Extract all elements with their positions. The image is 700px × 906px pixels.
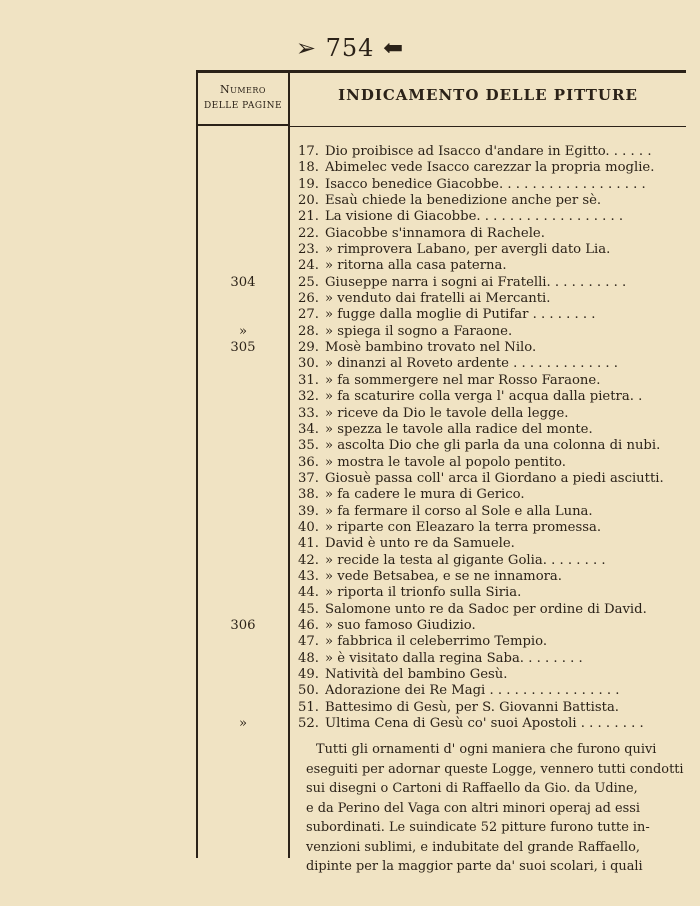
list-item <box>0 275 700 291</box>
entry-text: Mosè bambino trovato nel Nilo. <box>325 340 537 356</box>
entry-text: » riporta il trionfo sulla Siria. <box>325 585 522 601</box>
list-item <box>0 307 700 323</box>
list-item <box>0 667 700 683</box>
list-item <box>0 144 700 160</box>
entry-number: 35. <box>298 438 319 454</box>
list-item <box>0 438 700 454</box>
entry-text: » fa cadere le mura di Gerico. <box>325 487 525 503</box>
list-item <box>0 520 700 536</box>
list-item <box>0 487 700 503</box>
list-item <box>0 324 700 340</box>
list-item <box>0 389 700 405</box>
entry-number: 44. <box>298 585 319 601</box>
entry-text: Giacobbe s'innamora di Rachele. <box>325 225 545 241</box>
paragraph-line: venzioni sublimi, e indubitate del grande Raffaello, <box>306 839 640 855</box>
list-item <box>0 160 700 176</box>
entry-number: 41. <box>298 536 319 552</box>
entry-page-number: 305 <box>230 340 256 356</box>
list-item <box>0 553 700 569</box>
entry-text: Ultima Cena di Gesù co' suoi Apostoli . . . . . . . . <box>325 716 644 732</box>
entry-text: » rimprovera Labano, per avergli dato Lia. <box>325 242 611 258</box>
list-item <box>0 193 700 209</box>
paragraph-line: dipinte per la maggior parte da' suoi scolari, i quali <box>306 859 643 874</box>
entry-text: » fa fermare il corso al Sole e alla Luna. <box>325 503 593 519</box>
entry-page-number: 306 <box>230 617 256 633</box>
entry-number: 23. <box>298 242 319 258</box>
list-item <box>0 209 700 225</box>
entry-text: » spezza le tavole alla radice del monte. <box>325 421 593 437</box>
entry-number: 42. <box>298 552 319 568</box>
entry-number: 47. <box>298 634 319 650</box>
entry-text: » fugge dalla moglie di Putifar . . . . . . . . <box>325 307 596 323</box>
entry-number: 19. <box>298 176 319 192</box>
list-item <box>0 634 700 650</box>
paragraph-line: eseguiti per adornar queste Logge, vennero tutti condotti <box>306 761 684 777</box>
entry-number: 24. <box>298 258 319 274</box>
list-item <box>0 651 700 667</box>
paragraph-line: sui disegni o Cartoni di Raffaello da Gio. da Udine, <box>306 781 638 796</box>
entry-number: 22. <box>298 225 319 241</box>
closing-paragraph <box>306 740 684 877</box>
paragraph-line: subordinati. Le suindicate 52 pitture furono tutte in- <box>306 820 650 835</box>
list-item <box>0 226 700 242</box>
entry-number: 25. <box>298 274 319 290</box>
entries-list <box>0 144 700 732</box>
entry-page-number: » <box>238 323 248 339</box>
entry-number: 45. <box>298 601 319 617</box>
entry-text: » riparte con Eleazaro la terra promessa. <box>325 519 602 535</box>
entry-text: » fa scaturire colla verga l' acqua dalla pietra. . <box>325 389 643 405</box>
entry-text: » fabbrica il celeberrimo Tempio. <box>325 634 548 650</box>
entry-text: » riceve da Dio le tavole della legge. <box>325 405 569 421</box>
entry-text: » è visitato dalla regina Saba. . . . . . . . <box>325 650 583 666</box>
list-item <box>0 242 700 258</box>
list-item <box>0 618 700 634</box>
entry-text: » vede Betsabea, e se ne innamora. <box>325 568 562 584</box>
list-item <box>0 406 700 422</box>
entry-number: 33. <box>298 405 319 421</box>
list-item <box>0 291 700 307</box>
entry-number: 34. <box>298 421 319 437</box>
header-rule-left <box>198 124 288 126</box>
entry-text: » spiega il sogno a Faraone. <box>325 323 513 339</box>
entry-text: » suo famoso Giudizio. <box>325 617 476 633</box>
entry-number: 40. <box>298 519 319 535</box>
list-item <box>0 356 700 372</box>
list-item <box>0 373 700 389</box>
entry-text: » dinanzi al Roveto ardente . . . . . . . . . . . . . <box>325 356 618 372</box>
entry-text: Dio proibisce ad Isacco d'andare in Egitto. . . . . . <box>325 144 652 159</box>
entry-text: La visione di Giacobbe. . . . . . . . . . . . . . . . . . <box>325 209 624 225</box>
column-header-paintings: INDICAMENTO DELLE PITTURE <box>338 86 638 104</box>
entry-text: » ritorna alla casa paterna. <box>325 258 507 274</box>
list-item <box>0 683 700 699</box>
list-item <box>0 455 700 471</box>
entry-number: 39. <box>298 503 319 519</box>
column-header-line1: Numero <box>220 83 266 96</box>
entry-text: » venduto dai fratelli ai Mercanti. <box>325 291 551 307</box>
entry-text: Abimelec vede Isacco carezzar la propria moglie. <box>325 160 655 176</box>
entry-number: 31. <box>298 372 319 388</box>
entry-number: 50. <box>298 683 319 699</box>
entry-number: 38. <box>298 487 319 503</box>
entry-text: Natività del bambino Gesù. <box>325 667 508 682</box>
entry-number: 28. <box>298 323 319 339</box>
header-rule-right <box>290 126 686 127</box>
entry-text: Giosuè passa coll' arca il Giordano a piedi asciutti. <box>325 470 664 486</box>
list-item <box>0 471 700 487</box>
entry-number: 48. <box>298 650 319 666</box>
list-item <box>0 700 700 716</box>
entry-text: » fa sommergere nel mar Rosso Faraone. <box>325 372 601 388</box>
list-item <box>0 422 700 438</box>
entry-text: » mostra le tavole al popolo pentito. <box>325 454 566 470</box>
entry-number: 32. <box>298 389 319 405</box>
entry-number: 20. <box>298 193 319 209</box>
entry-number: 52. <box>298 716 319 732</box>
entry-number: 18. <box>298 160 319 176</box>
entry-number: 30. <box>298 356 319 372</box>
list-item <box>0 258 700 274</box>
list-item <box>0 177 700 193</box>
page-number: ➢ 754 ⬅ <box>295 34 405 62</box>
entry-text: Salomone unto re da Sadoc per ordine di David. <box>325 601 647 617</box>
entry-text: Giuseppe narra i sogni ai Fratelli. . . . . . . . . . <box>325 274 627 290</box>
list-item <box>0 504 700 520</box>
entry-page-number: 304 <box>230 274 256 290</box>
entry-number: 37. <box>298 470 319 486</box>
column-header-page-numbers <box>198 82 288 114</box>
list-item <box>0 536 700 552</box>
entry-number: 43. <box>298 568 319 584</box>
entry-number: 26. <box>298 291 319 307</box>
list-item <box>0 716 700 732</box>
entry-number: 51. <box>298 699 319 715</box>
entry-page-number: » <box>238 716 248 732</box>
entry-text: » recide la testa al gigante Golia. . . . . . . . <box>325 552 606 568</box>
entry-number: 29. <box>298 340 319 356</box>
entry-text: David è unto re da Samuele. <box>325 536 515 552</box>
entry-text: Esaù chiede la benedizione anche per sè. <box>325 193 602 209</box>
paragraph-line: e da Perino del Vaga con altri minori operaj ad essi <box>306 800 641 816</box>
list-item <box>0 340 700 356</box>
entry-text: Battesimo di Gesù, per S. Giovanni Battista. <box>325 699 619 715</box>
entry-text: Isacco benedice Giacobbe. . . . . . . . . . . . . . . . . . <box>325 176 646 192</box>
entry-text: Adorazione dei Re Magi . . . . . . . . . . . . . . . . <box>325 683 620 699</box>
list-item <box>0 602 700 618</box>
entry-number: 27. <box>298 307 319 323</box>
entry-number: 49. <box>298 667 319 682</box>
column-header-line2: DELLE PAGINE <box>203 101 283 111</box>
entry-text: » ascolta Dio che gli parla da una colonna di nubi. <box>325 438 661 454</box>
paragraph-line: Tutti gli ornamenti d' ogni maniera che furono quivi <box>316 742 657 757</box>
entry-number: 36. <box>298 454 319 470</box>
entry-number: 21. <box>298 209 319 225</box>
entry-number: 17. <box>298 144 319 159</box>
list-item <box>0 569 700 585</box>
list-item <box>0 585 700 601</box>
entry-number: 46. <box>298 617 319 633</box>
